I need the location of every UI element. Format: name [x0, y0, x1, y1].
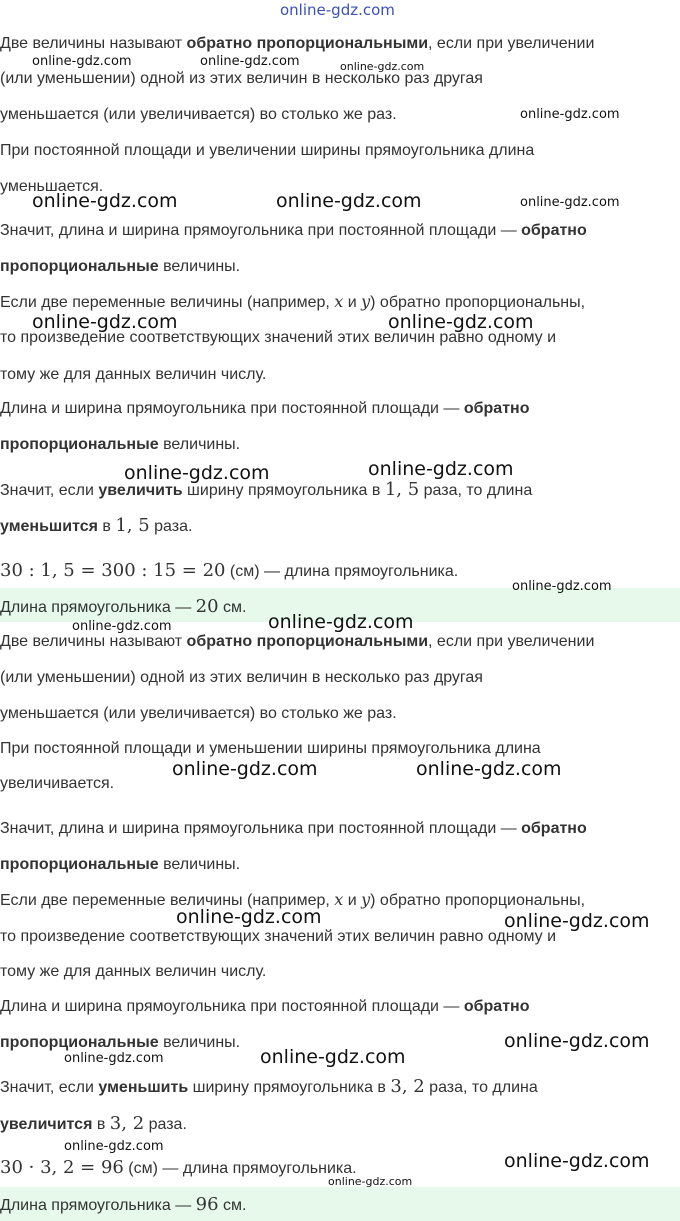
observation-line-2: уменьшается.	[0, 178, 104, 195]
text: , если при увеличении	[428, 35, 595, 52]
text: Значит, если	[0, 1079, 99, 1096]
definition-line-1	[0, 632, 594, 652]
watermark: online-gdz.com	[260, 1046, 406, 1068]
watermark: online-gdz.com	[176, 906, 322, 928]
text: величины.	[158, 436, 241, 453]
property-line-3: тому же для данных величин числу.	[0, 963, 267, 980]
text: (см) — длина прямоугольника.	[123, 1160, 357, 1177]
definition-line-2: (или уменьшении) одной из этих величин в несколько раз другая	[0, 70, 483, 87]
text: в	[97, 518, 116, 535]
text: величины.	[158, 1034, 241, 1051]
variable-y: y	[361, 292, 371, 311]
text: в	[92, 1116, 110, 1133]
math-answer: 20	[195, 596, 219, 617]
text: Длина и ширина прямоугольника при постоянной площади —	[0, 998, 464, 1015]
property-line-2: то произведение соответствующих значений этих величин равно одному и	[0, 329, 557, 346]
property-line-1	[0, 292, 585, 313]
math-factor: 1, 5	[384, 479, 420, 500]
observation-line-1: При постоянной площади и увеличении ширины прямоугольника длина	[0, 142, 535, 159]
text: ) обратно пропорциональны,	[370, 294, 586, 311]
bold-term: уменьшится	[0, 518, 98, 535]
text: см.	[218, 599, 247, 616]
bold-term: пропорциональные	[0, 1034, 159, 1051]
watermark: online-gdz.com	[200, 54, 300, 69]
bold-term: увеличится	[0, 1116, 93, 1133]
observation-line-1: При постоянной площади и уменьшении ширины прямоугольника длина	[0, 740, 541, 757]
watermark: online-gdz.com	[328, 1175, 413, 1188]
text: раза, то длина	[424, 1079, 538, 1096]
watermark: online-gdz.com	[276, 190, 422, 212]
bold-term: обратно	[521, 222, 587, 239]
bold-term: увеличить	[98, 482, 183, 499]
watermark: online-gdz.com	[32, 311, 178, 333]
bold-term: обратно	[463, 400, 530, 417]
text: раза, то длина	[419, 482, 533, 499]
bold-term: обратно пропорциональными	[186, 35, 429, 52]
bold-term: обратно	[521, 820, 587, 837]
text: величины.	[158, 856, 241, 873]
consequence-line-2	[0, 1114, 187, 1135]
watermark: online-gdz.com	[520, 195, 620, 210]
bold-term: пропорциональные	[0, 436, 159, 453]
text: и	[343, 294, 362, 311]
variable-y: y	[361, 890, 371, 909]
text: Две величины называют	[0, 633, 187, 650]
watermark: online-gdz.com	[172, 758, 318, 780]
bold-term: обратно	[463, 998, 530, 1015]
watermark: online-gdz.com	[504, 910, 650, 932]
consequence-line-1	[0, 1077, 538, 1098]
text: Длина прямоугольника —	[0, 1197, 196, 1214]
conclusion-line-1	[0, 221, 587, 241]
text: раза.	[144, 1116, 187, 1133]
bold-term: уменьшить	[98, 1079, 189, 1096]
bold-term: пропорциональные	[0, 856, 159, 873]
text: Длина прямоугольника —	[0, 599, 196, 616]
watermark: online-gdz.com	[512, 579, 612, 594]
math-expression: 30 : 1, 5 = 300 : 15 = 20	[0, 560, 226, 581]
text: Длина и ширина прямоугольника при постоянной площади —	[0, 400, 464, 417]
text: ширину прямоугольника в	[182, 482, 385, 499]
property-line-2: то произведение соответствующих значений этих величин равно одному и	[0, 928, 557, 945]
text: ширину прямоугольника в	[188, 1079, 391, 1096]
definition-line-1	[0, 34, 594, 54]
watermark: online-gdz.com	[520, 107, 620, 122]
text: Значит, длина и ширина прямоугольника при постоянной площади —	[0, 222, 522, 239]
watermark: online-gdz.com	[368, 458, 514, 480]
conclusion-line-2	[0, 257, 240, 277]
variable-x: x	[334, 292, 344, 311]
restatement-line-2	[0, 1033, 240, 1053]
math-factor: 3, 2	[109, 1113, 145, 1134]
text: Две величины называют	[0, 35, 187, 52]
observation-line-2: увеличивается.	[0, 775, 115, 792]
calculation-line	[0, 1158, 357, 1179]
conclusion-line-2	[0, 855, 240, 875]
watermark: online-gdz.com	[64, 1139, 164, 1154]
variable-x: x	[334, 890, 344, 909]
watermark: online-gdz.com	[32, 190, 178, 212]
property-line-3: тому же для данных величин числу.	[0, 366, 267, 383]
answer-line	[0, 597, 246, 618]
watermark: online-gdz.com	[504, 1030, 650, 1052]
text: Значит, если	[0, 482, 99, 499]
bold-term: пропорциональные	[0, 258, 159, 275]
watermark: online-gdz.com	[504, 1150, 650, 1172]
watermark: online-gdz.com	[268, 611, 414, 633]
math-answer: 96	[195, 1194, 219, 1215]
answer-line	[0, 1195, 246, 1216]
text: Если две переменные величины (например,	[0, 892, 335, 909]
watermark: online-gdz.com	[340, 60, 425, 73]
text: Значит, длина и ширина прямоугольника при постоянной площади —	[0, 820, 522, 837]
definition-line-3: уменьшается (или увеличивается) во столько же раз.	[0, 106, 397, 123]
math-factor: 3, 2	[390, 1076, 425, 1097]
calculation-line	[0, 561, 458, 582]
text: раза.	[149, 518, 193, 535]
text: (см) — длина прямоугольника.	[225, 563, 459, 580]
watermark: online-gdz.com	[64, 1051, 164, 1066]
text: см.	[218, 1197, 247, 1214]
math-expression: 30 · 3, 2 = 96	[0, 1157, 124, 1178]
text: ) обратно пропорциональны,	[370, 892, 586, 909]
watermark: online-gdz.com	[124, 462, 270, 484]
text: величины.	[158, 258, 241, 275]
conclusion-line-1	[0, 819, 587, 839]
restatement-line-1	[0, 997, 529, 1017]
definition-line-2: (или уменьшении) одной из этих величин в несколько раз другая	[0, 669, 483, 686]
watermark: online-gdz.com	[416, 758, 562, 780]
text: , если при увеличении	[428, 633, 595, 650]
watermark: online-gdz.com	[32, 54, 132, 69]
definition-line-3: уменьшается (или увеличивается) во столько же раз.	[0, 705, 397, 722]
watermark-header: online-gdz.com	[280, 1, 395, 19]
restatement-line-1	[0, 399, 529, 419]
consequence-line-2	[0, 516, 192, 537]
bold-term: обратно пропорциональными	[186, 633, 429, 650]
restatement-line-2	[0, 435, 240, 455]
watermark: online-gdz.com	[72, 619, 172, 634]
text: и	[343, 892, 362, 909]
watermark: online-gdz.com	[388, 311, 534, 333]
text: Если две переменные величины (например,	[0, 294, 335, 311]
math-factor: 1, 5	[115, 515, 150, 536]
